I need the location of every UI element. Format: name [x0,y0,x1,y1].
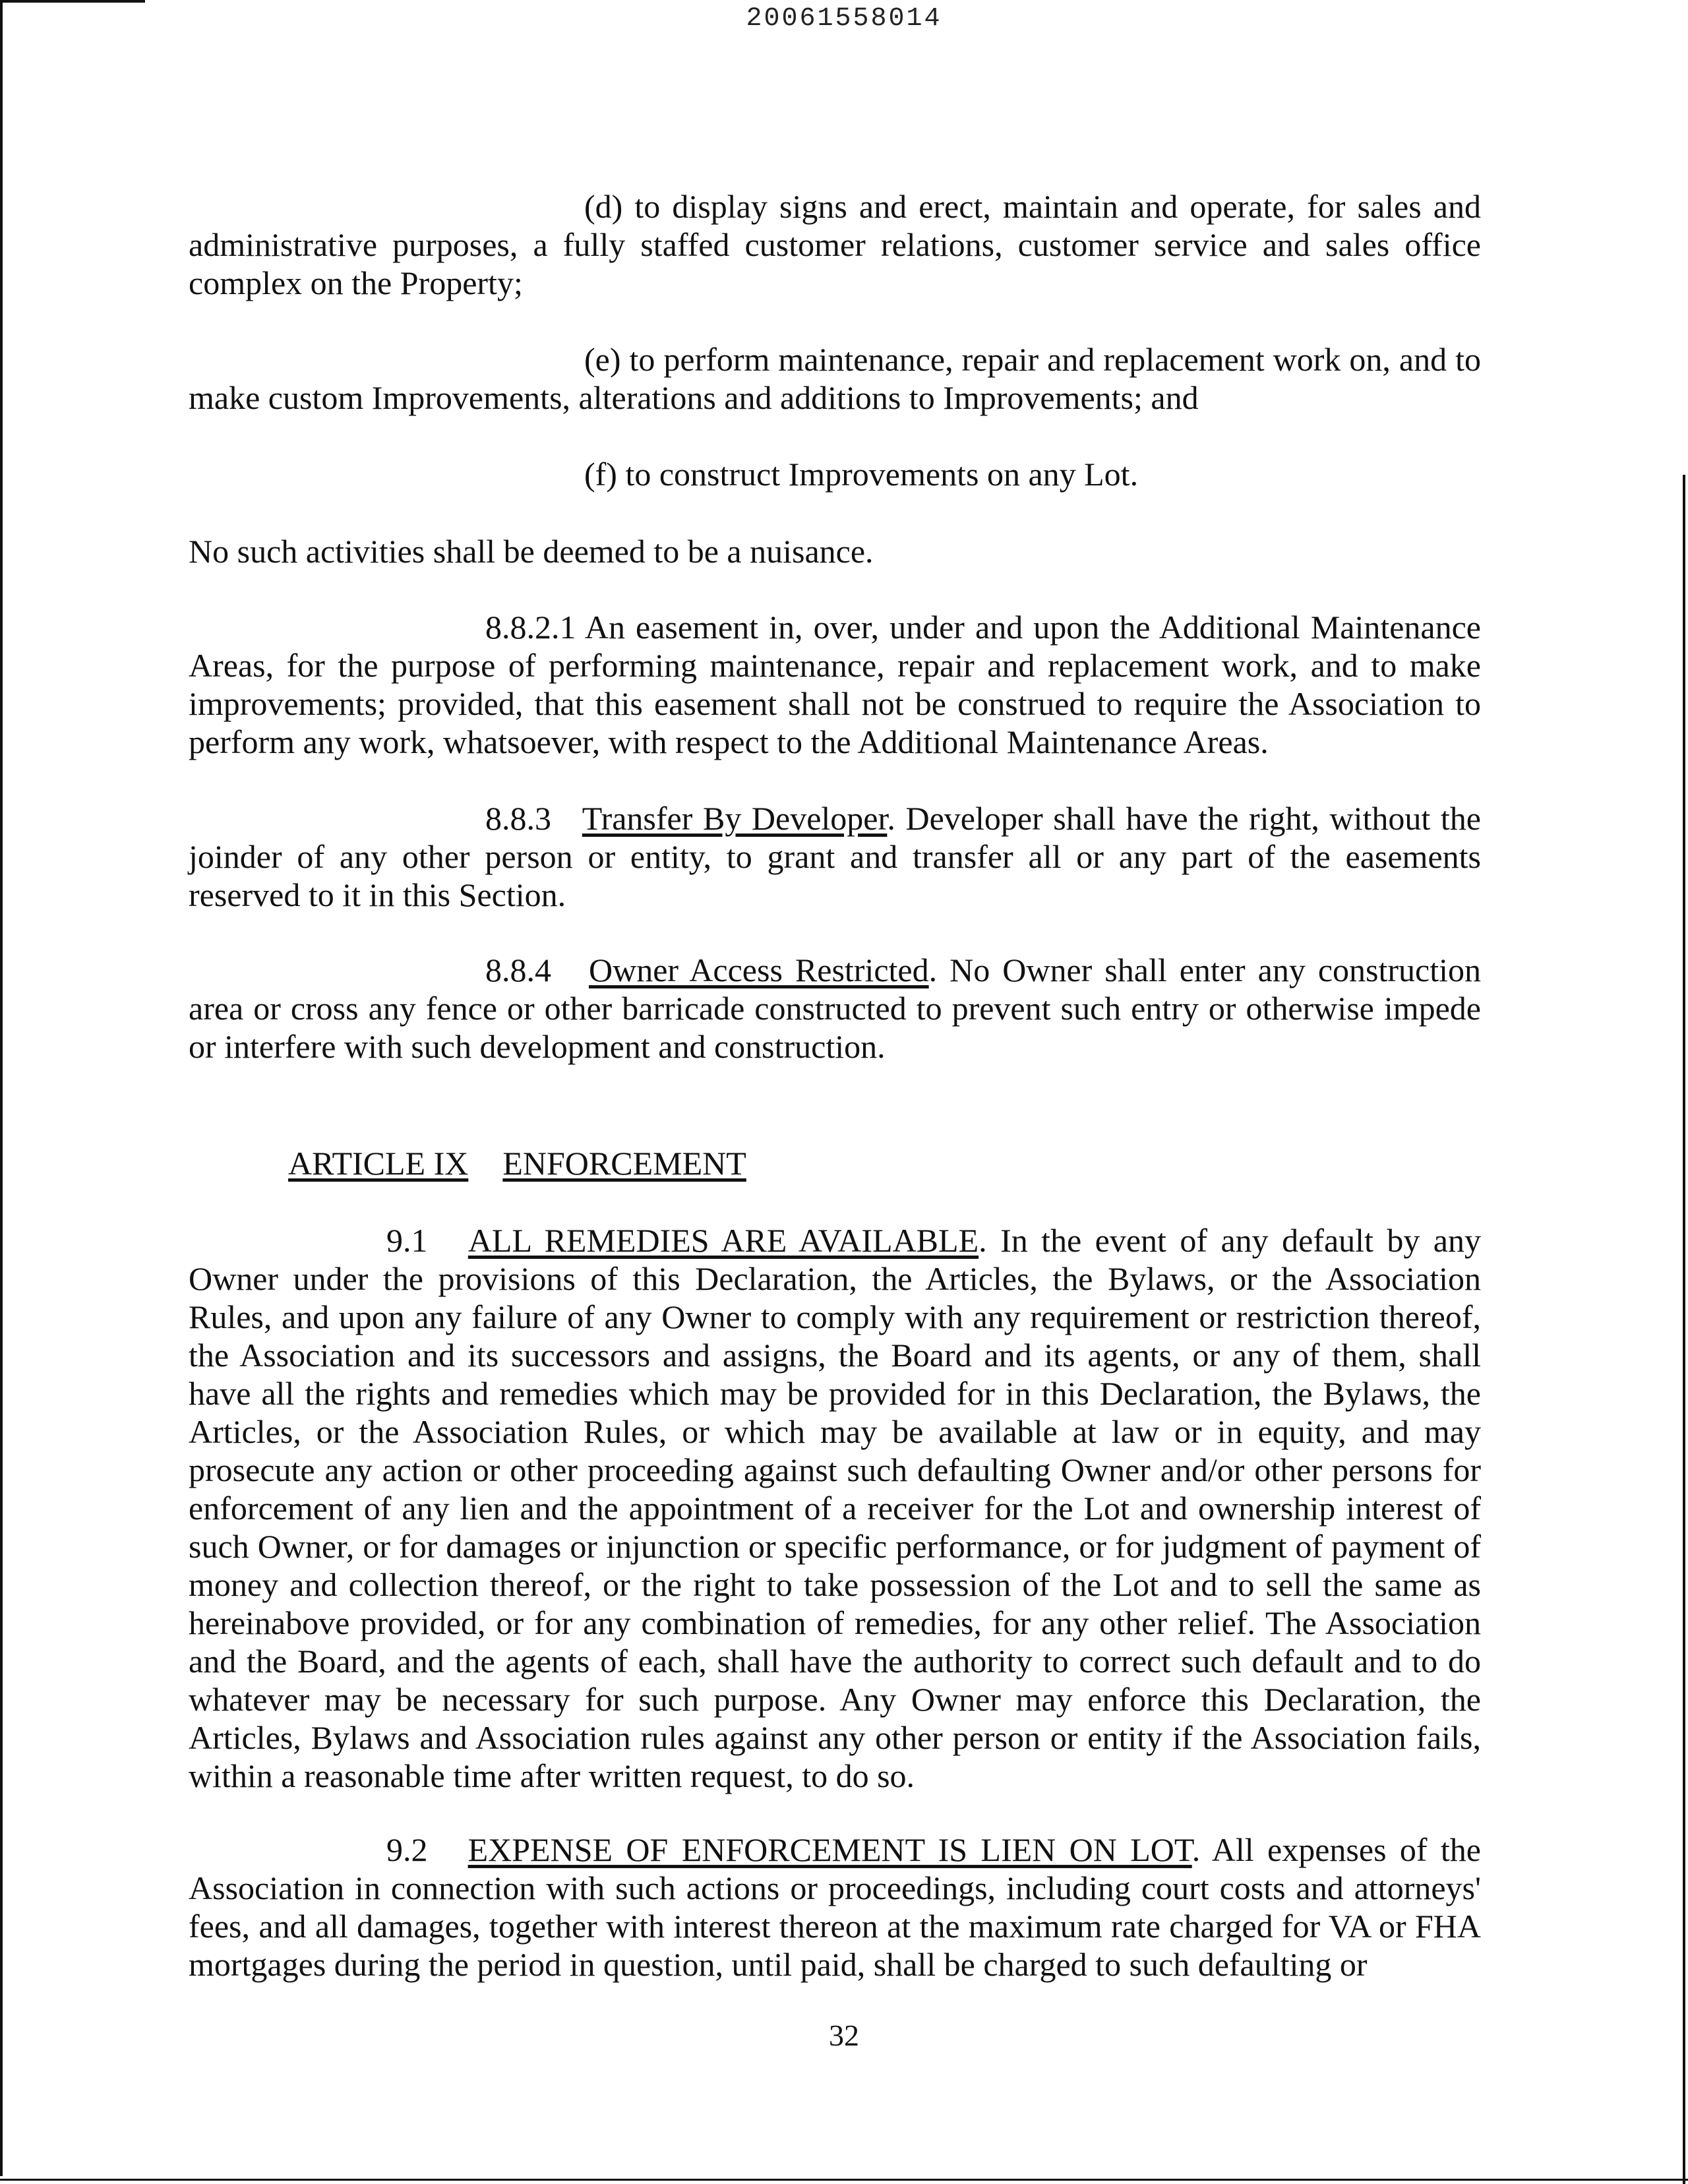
section-number: 8.8.4 [485,952,551,988]
paragraph-e: (e) to perform maintenance, repair and replacement work on, and to make custom Improvements, alterations and additions to Improvements; and [189,341,1481,416]
paragraph-8-8-4 [189,951,1481,1066]
scan-border-right [1683,475,1685,2184]
section-number: 9.2 [386,1831,428,1868]
scan-border-bottom [0,2179,1688,2181]
section-9-2 [189,1831,1481,1984]
section-title: Transfer By Developer [582,800,888,837]
section-number: 8.8.3 [485,800,551,837]
section-title: Owner Access Restricted [589,952,929,988]
paragraph-nuisance: No such activities shall be deemed to be a nuisance. [189,533,874,570]
section-text: . All expenses of the Association in connection with such actions or proceedings, including court costs and attorneys' fees, and all damages, together with interest thereon at the maximum rate charged for VA or FHA mortgages during the period in question, until paid, shall be charged to such defaulting or [189,1831,1481,1983]
section-title: ALL REMEDIES ARE AVAILABLE [467,1222,979,1259]
article-heading [288,1144,746,1182]
paragraph-f: (f) to construct Improvements on any Lot. [584,456,1139,493]
section-title: EXPENSE OF ENFORCEMENT IS LIEN ON LOT [467,1831,1192,1868]
article-title: ENFORCEMENT [502,1145,746,1182]
section-text: . No Owner shall enter any construction area or cross any fence or other barricade constructed to prevent such entry or otherwise impede or interfere with such development and construction. [189,952,1482,1065]
page-number: 32 [829,2018,859,2052]
section-text: . Developer shall have the right, without the joinder of any other person or entity, to grant and transfer all or any part of the easements reserved to it in this Section. [189,800,1481,913]
section-number: 9.1 [386,1222,428,1259]
document-number: 20061558014 [746,4,942,34]
paragraph-d: (d) to display signs and erect, maintain and operate, for sales and administrative purposes, a fully staffed customer relations, customer service and sales office complex on the Property; [189,188,1481,301]
section-text: . In the event of any default by any Owner under the provisions of this Declaration, the Articles, the Bylaws, or the Association Rules, and upon any failure of any Owner to comply with any requirement or restriction thereof, the Association and its successors and assigns, the Board and its agents, or any of them, shall have all the rights and remedies which may be provided for in this Declaration, the Bylaws, the Articles, or the Association Rules, or which may be available at law or in equity, and may prosecute any action or other proceeding against such defaulting Owner and/or other persons for enforcement of any lien and the appointment of a receiver for the Lot and ownership interest of such Owner, or for damages or injunction or specific performance, or for judgment of payment of money and collection thereof, or the right to take possession of the Lot and to sell the same as hereinabove provided, or for any combination of remedies, for any other relief. The Association and the Board, and the agents of each, shall have the authority to correct such default and to do whatever may be necessary for such purpose. Any Owner may enforce this Declaration, the Articles, Bylaws and Association rules against any other person or entity if the Association fails, within a reasonable time after written request, to do so. [189,1222,1481,1794]
scan-border-top [0,0,145,3]
section-9-1 [189,1221,1481,1795]
paragraph-8-8-2-1: 8.8.2.1 An easement in, over, under and upon the Additional Maintenance Areas, for the purpose of performing maintenance, repair and replacement work, and to make improvements; provided, that this easement shall not be construed to require the Association to perform any work, whatsoever, with respect to the Additional Maintenance Areas. [189,609,1481,760]
paragraph-8-8-3 [189,799,1481,914]
scan-border-left [0,0,3,2176]
article-label: ARTICLE IX [288,1145,469,1182]
